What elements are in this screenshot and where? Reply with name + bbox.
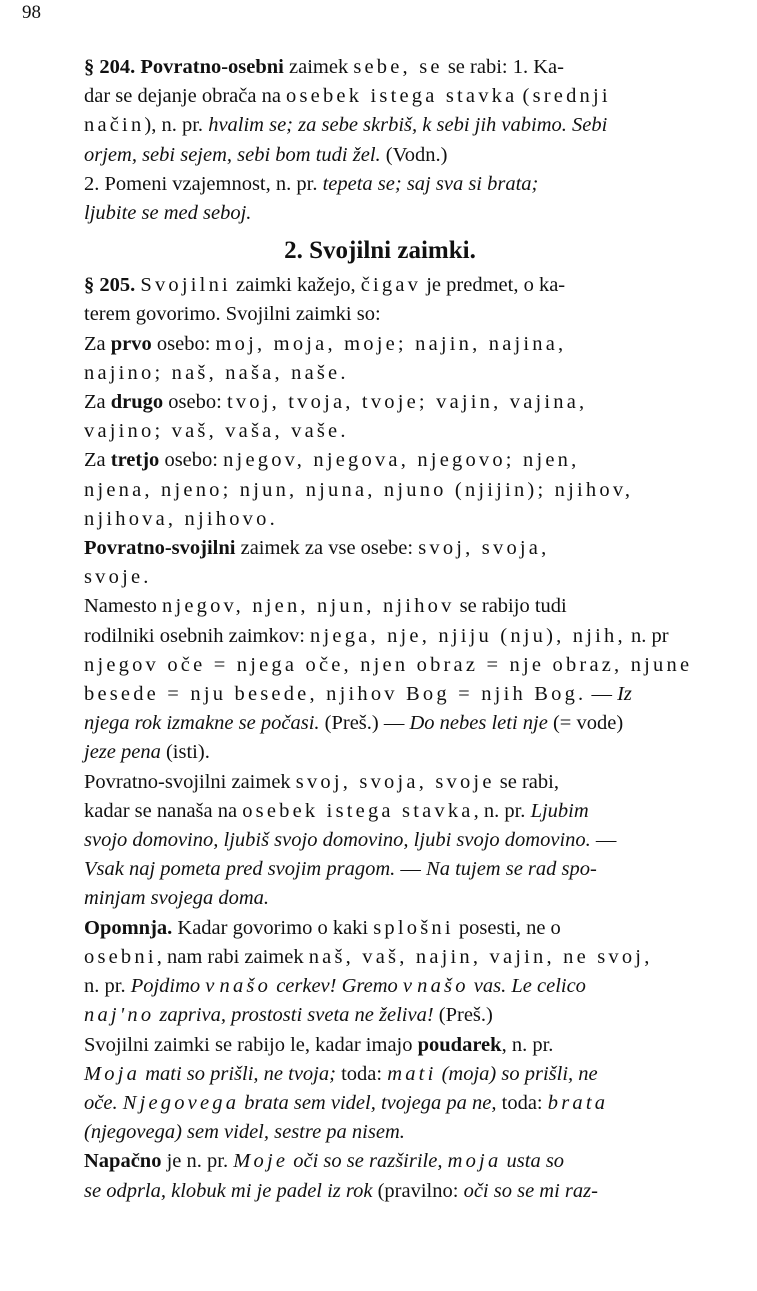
paragraph-204 xyxy=(22,53,738,170)
paragraph-reflexive xyxy=(22,534,738,592)
paragraph-povratno-usage xyxy=(22,768,738,914)
paragraph-third-person xyxy=(22,446,738,534)
text-line: 2. Pomeni vzajemnost, n. pr. tepeta se; saj sva si brata; xyxy=(84,172,539,195)
paragraph-first-person xyxy=(22,330,738,388)
paragraph-poudarek xyxy=(22,1031,738,1148)
page-number: 98 xyxy=(22,2,41,23)
text-line: Svojilni zaimki se rabijo le, kadar imajo poudarek, n. pr. xyxy=(84,1033,554,1056)
text-line: njena, njeno; njun, njuna, njuno (njijin); njihov, xyxy=(84,478,634,501)
text-line: njegov oče = njega oče, njen obraz = nje obraz, njune xyxy=(84,653,693,676)
text-line: Opomnja. Kadar govorimo o kaki splošni posesti, ne o xyxy=(84,916,561,939)
paragraph-opomnja xyxy=(22,914,738,1031)
text-line: Napačno je n. pr. Moje oči so se razširile, moja usta so xyxy=(84,1150,565,1173)
text-line: § 205. Svojilni zaimki kažejo, čigav je predmet, o ka- xyxy=(84,274,566,297)
text-line: minjam svojega doma. xyxy=(84,887,270,910)
text-line: naj'no zapriva, prostosti sveta ne želiva! (Preš.) xyxy=(84,1004,493,1027)
text-line: svoje. xyxy=(84,566,152,589)
text-line: § 204. Povratno-osebni zaimek sebe, se se rabi: 1. Ka- xyxy=(84,56,564,78)
paragraph-napacno xyxy=(22,1147,738,1205)
page-text xyxy=(22,53,738,1206)
text-line: (njegovega) sem videl, sestre pa nisem. xyxy=(84,1121,405,1144)
text-line: Vsak naj pometa pred svojim pragom. — Na tujem se rad spo- xyxy=(84,858,597,881)
text-line: rodilniki osebnih zaimkov: njega, nje, njiju (nju), njih, n. pr xyxy=(84,624,669,647)
text-line: najino; naš, naša, naše. xyxy=(84,361,349,384)
paragraph-205 xyxy=(22,271,738,329)
text-line: se odprla, klobuk mi je padel iz rok (pravilno: oči so se mi raz- xyxy=(84,1179,598,1202)
text-line: osebni, nam rabi zaimek naš, vaš, najin, vajin, ne svoj, xyxy=(84,945,653,968)
text-line: način), n. pr. hvalim se; za sebe skrbiš, k sebi jih vabimo. Sebi xyxy=(84,114,608,137)
text-line: Povratno-svojilni zaimek svoj, svoja, svoje se rabi, xyxy=(84,770,559,793)
text-line: Povratno-svojilni zaimek za vse osebe: svoj, svoja, xyxy=(84,537,550,560)
text-line: Moja mati so prišli, ne tvoja; toda: mati (moja) so prišli, ne xyxy=(84,1062,598,1085)
text-line: besede = nju besede, njihov Bog = njih Bog. — Iz xyxy=(84,683,632,706)
text-line: Namesto njegov, njen, njun, njihov se rabijo tudi xyxy=(84,595,567,618)
text-line: Za tretjo osebo: njegov, njegova, njegovo; njen, xyxy=(84,449,580,472)
text-line: Za prvo osebo: moj, moja, moje; najin, najina, xyxy=(84,332,567,355)
text-line: njihova, njihovo. xyxy=(84,507,278,530)
text-line: n. pr. Pojdimo v našo cerkev! Gremo v našo vas. Le celico xyxy=(84,975,586,998)
text-line: svojo domovino, ljubiš svojo domovino, ljubi svojo domovino. — xyxy=(84,829,617,852)
text-line: dar se dejanje obrača na osebek istega stavka (srednji xyxy=(84,85,611,108)
paragraph-204-point-2 xyxy=(22,170,738,228)
text-line: jeze pena (isti). xyxy=(84,741,210,764)
text-line: ljubite se med seboj. xyxy=(84,202,252,225)
section-heading: 2. Svojilni zaimki. xyxy=(284,237,476,265)
text-line: orjem, sebi sejem, sebi bom tudi žel. (Vodn.) xyxy=(84,143,448,166)
text-line: Za drugo osebo: tvoj, tvoja, tvoje; vajin, vajina, xyxy=(84,391,588,414)
text-line: vajino; vaš, vaša, vaše. xyxy=(84,420,349,443)
paragraph-second-person xyxy=(22,388,738,446)
text-line: oče. Njegovega brata sem videl, tvojega pa ne, toda: brata xyxy=(84,1091,609,1114)
text-line: kadar se nanaša na osebek istega stavka, n. pr. Ljubim xyxy=(84,799,589,822)
text-line: terem govorimo. Svojilni zaimki so: xyxy=(84,303,381,326)
paragraph-namesto xyxy=(22,592,738,767)
text-line: njega rok izmakne se počasi. (Preš.) — Do nebes leti nje (= vode) xyxy=(84,712,624,735)
